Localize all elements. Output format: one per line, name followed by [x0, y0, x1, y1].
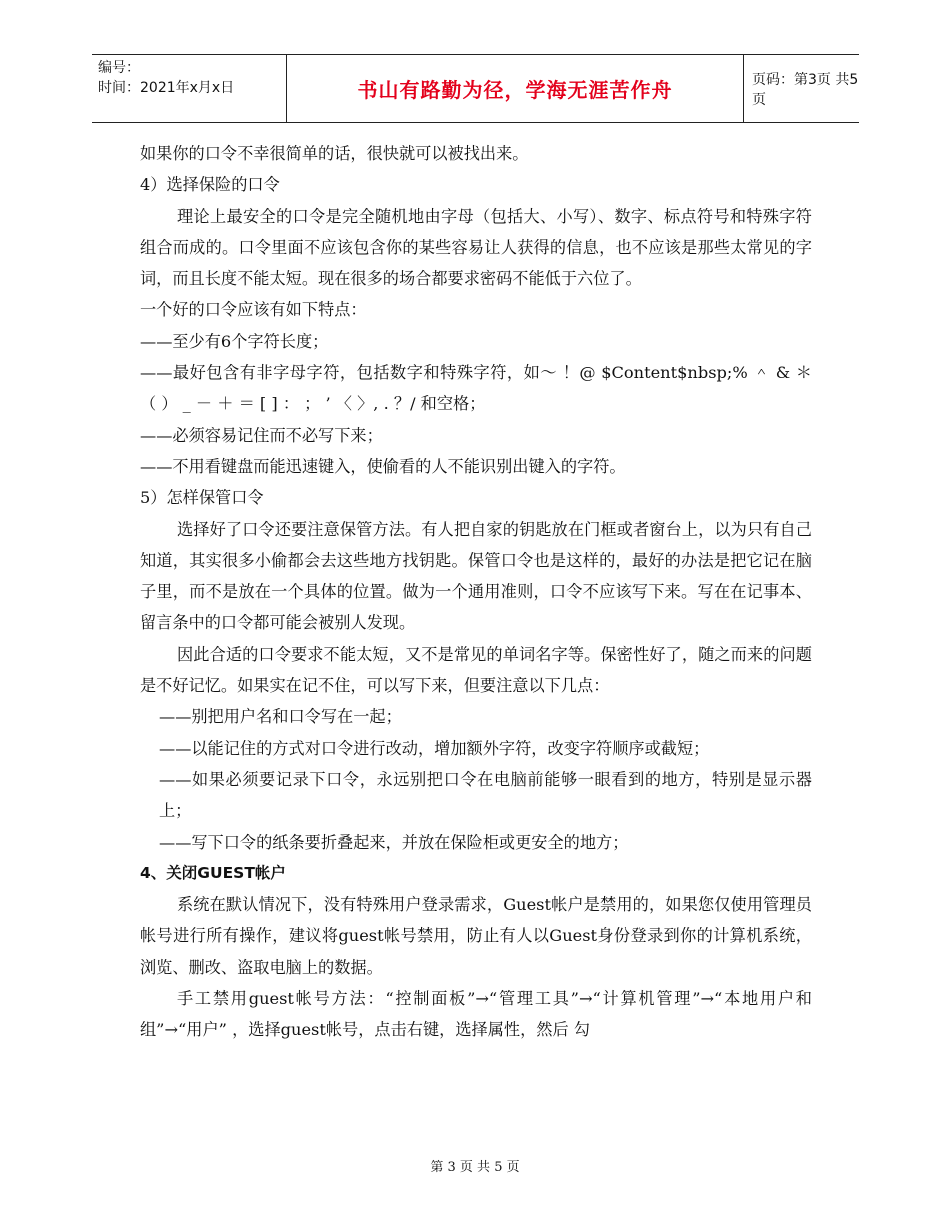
- paragraph: 如果你的口令不幸很简单的话，很快就可以被找出来。: [140, 144, 529, 163]
- paragraph: 理论上最安全的口令是完全随机地由字母（包括大、小写）、数字、标点符号和特殊字符组合而成的。口令里面不应该包含你的某些容易让人获得的信息，也不应该是那些太常见的字词，而且长度不能太短。现在很多的场合都要求密码不能低于六位了。: [140, 206, 812, 289]
- document-body: [140, 138, 812, 1046]
- list-item: ——以能记住的方式对口令进行改动，增加额外字符，改变字符顺序或截短；: [159, 738, 710, 758]
- list-item: ——不用看键盘而能迅速键入，使偷看的人不能识别出键入的字符。: [140, 456, 626, 476]
- document-number-label: 编号：: [98, 60, 140, 76]
- page-header: [92, 54, 859, 123]
- section-heading-guest: 4、关闭GUEST帐户: [140, 863, 286, 882]
- header-meta: [92, 55, 286, 122]
- list-item: ——必须容易记住而不必写下来；: [140, 425, 383, 445]
- paragraph: 选择好了口令还要注意保管方法。有人把自家的钥匙放在门框或者窗台上，以为只有自己知道，其实很多小偷都会去这些地方找钥匙。保管口令也是这样的，最好的办法是把它记在脑子里，而不是放在一个具体的位置。做为一个通用准则，口令不应该写下来。写在在记事本、留言条中的口令都可能会被别人发现。: [140, 519, 812, 633]
- paragraph: 一个好的口令应该有如下特点：: [140, 300, 367, 320]
- list-item: ——最好包含有非字母字符，包括数字和特殊字符，如～ ！@ $Content$nbsp;% ＾ & ＊ （ ） _ － ＋ ＝ [ ] ： ； ’ 〈 〉, . ？/ 和空格；: [140, 363, 812, 414]
- list-item: ——至少有6个字符长度；: [140, 331, 329, 351]
- page-footer: 第 3 页 共 5 页: [430, 1160, 520, 1175]
- section-heading-4: 4）选择保险的口令: [140, 175, 280, 195]
- list-item: ——写下口令的纸条要折叠起来，并放在保险柜或更安全的地方；: [159, 832, 629, 852]
- paragraph: 因此合适的口令要求不能太短，又不是常见的单词名字等。保密性好了，随之而来的问题是不好记忆。如果实在记不住，可以写下来，但要注意以下几点：: [140, 644, 812, 696]
- header-page-info: 页码：第3页 共5页: [752, 71, 859, 108]
- list-item: ——如果必须要记录下口令，永远别把口令在电脑前能够一眼看到的地方，特别是显示器上；: [159, 769, 812, 821]
- list-item: ——别把用户名和口令写在一起；: [159, 707, 402, 727]
- header-motto: 书山有路勤为径，学海无涯苦作舟: [286, 55, 744, 122]
- paragraph: 手工禁用guest帐号方法：“控制面板”→“管理工具”→“计算机管理”→“本地用户和组”→“用户” ，选择guest帐号，点击右键，选择属性，然后 勾: [140, 989, 812, 1040]
- section-heading-5: 5）怎样保管口令: [140, 488, 264, 508]
- document-time-label: 时间：2021年x月x日: [98, 80, 235, 96]
- paragraph: 系统在默认情况下，没有特殊用户登录需求，Guest帐户是禁用的，如果您仅使用管理员帐号进行所有操作，建议将guest帐号禁用，防止有人以Guest身份登录到你的计算机系统，浏览、删改、盗取电脑上的数据。: [140, 895, 812, 977]
